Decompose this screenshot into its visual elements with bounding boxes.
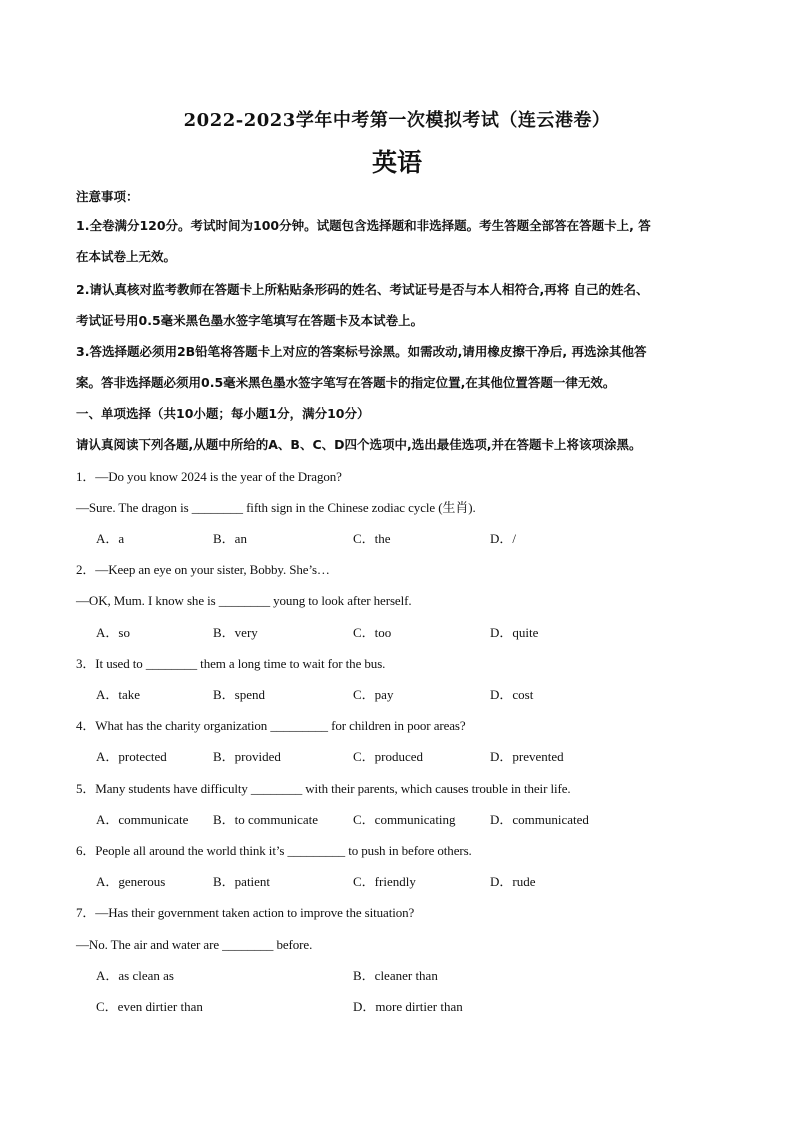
question-1-stem: 1．—Do you know 2024 is the year of the Dragon? xyxy=(76,469,342,484)
q2-option-c: C．too xyxy=(353,625,392,640)
question-3-stem: 3．It used to ________ them a long time to wait for the bus. xyxy=(76,656,386,671)
q7-option-b: B．cleaner than xyxy=(353,968,438,983)
question-7-response: —No. The air and water are ________ before. xyxy=(76,937,313,952)
section-instruction: 请认真阅读下列各题,从题中所给的A、B、C、D四个选项中,选出最佳选项,并在答题卡上将该项涂黑。 xyxy=(76,437,642,452)
section-heading: 一、单项选择（共10小题；每小题1分，满分10分） xyxy=(76,406,370,421)
q3-option-b: B．spend xyxy=(213,687,266,702)
q6-option-b: B．patient xyxy=(213,874,271,889)
q6-option-c: C．friendly xyxy=(353,874,416,889)
q3-option-a: A．take xyxy=(96,687,141,702)
q1-option-b: B．an xyxy=(213,531,247,546)
question-2-response: —OK, Mum. I know she is ________ young to look after herself. xyxy=(76,593,412,608)
note-3-line-1: 3.答选择题必须用2B铅笔将答题卡上对应的答案标号涂黑。如需改动,请用橡皮擦干净后, 再选涂其他答 xyxy=(76,344,647,359)
question-4-stem: 4．What has the charity organization _________ for children in poor areas? xyxy=(76,718,466,733)
q4-option-b: B．provided xyxy=(213,749,281,764)
q4-option-c: C．produced xyxy=(353,749,424,764)
question-5-stem: 5．Many students have difficulty ________ with their parents, which causes trouble in their life. xyxy=(76,781,571,796)
question-1-response: —Sure. The dragon is ________ fifth sign in the Chinese zodiac cycle (生肖). xyxy=(76,500,476,515)
q1-option-c: C．the xyxy=(353,531,391,546)
q5-option-d: D．communicated xyxy=(490,812,589,827)
note-2-line-2: 考试证号用0.5毫米黑色墨水签字笔填写在答题卡及本试卷上。 xyxy=(76,313,424,328)
q2-option-a: A．so xyxy=(96,625,130,640)
q3-option-d: D．cost xyxy=(490,687,534,702)
q6-option-d: D．rude xyxy=(490,874,536,889)
q2-option-d: D．quite xyxy=(490,625,539,640)
subject-title: 英语 xyxy=(371,148,422,177)
q7-option-d: D．more dirtier than xyxy=(353,999,463,1014)
note-2-line-1: 2.请认真核对监考教师在答题卡上所粘贴条形码的姓名、考试证号是否与本人相符合,再将 自己的姓名、 xyxy=(76,282,649,297)
q1-option-a: A．a xyxy=(96,531,125,546)
q1-option-d: D．/ xyxy=(490,531,517,546)
q5-option-c: C．communicating xyxy=(353,812,456,827)
q4-option-d: D．prevented xyxy=(490,749,564,764)
question-6-stem: 6．People all around the world think it’s _________ to push in before others. xyxy=(76,843,472,858)
question-2-stem: 2．—Keep an eye on your sister, Bobby. She’s… xyxy=(76,562,330,577)
q5-option-a: A．communicate xyxy=(96,812,189,827)
q2-option-b: B．very xyxy=(213,625,258,640)
note-1-line-1: 1.全卷满分120分。考试时间为100分钟。试题包含选择题和非选择题。考生答题全部答在答题卡上, 答 xyxy=(76,218,651,233)
q6-option-a: A．generous xyxy=(96,874,166,889)
notes-heading: 注意事项： xyxy=(76,189,139,204)
note-3-line-2: 案。答非选择题必须用0.5毫米黑色墨水签字笔写在答题卡的指定位置,在其他位置答题一律无效。 xyxy=(76,375,616,390)
note-1-line-2: 在本试卷上无效。 xyxy=(76,249,177,264)
q7-option-a: A．as clean as xyxy=(96,968,174,983)
q3-option-c: C．pay xyxy=(353,687,394,702)
question-7-stem: 7．—Has their government taken action to improve the situation? xyxy=(76,905,415,920)
q4-option-a: A．protected xyxy=(96,749,167,764)
q7-option-c: C．even dirtier than xyxy=(96,999,203,1014)
q5-option-b: B．to communicate xyxy=(213,812,319,827)
exam-title: 2022-2023学年中考第一次模拟考试（连云港卷） xyxy=(183,110,611,131)
